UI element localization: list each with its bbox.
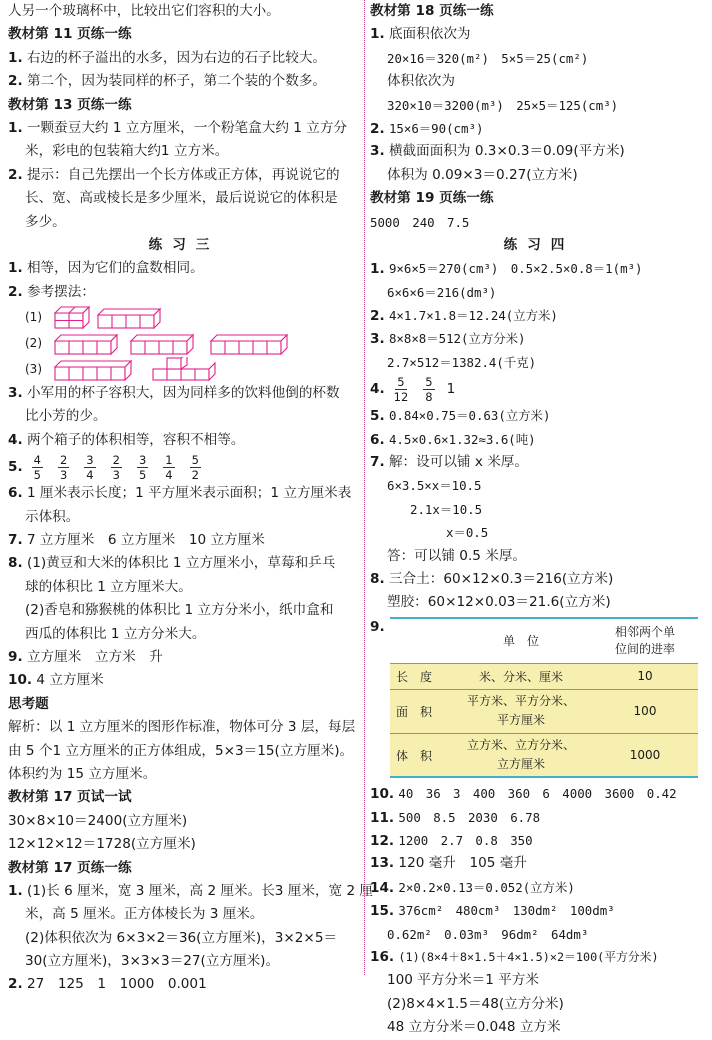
answer-item bbox=[8, 529, 360, 552]
answer-item bbox=[370, 782, 708, 805]
math-line: 5000 240 7.5 bbox=[370, 214, 470, 230]
section-heading: 教材第 17 页练一练 bbox=[8, 859, 132, 876]
answer-text: 提示：自己先摆出一个长方体或正方体，再说说它的 bbox=[26, 166, 340, 183]
item-number: 2. bbox=[8, 976, 23, 993]
answer-text: (2)体积依次为 6×3×2＝36(立方厘米)，3×2×5＝ bbox=[25, 929, 338, 946]
answer-text: (1)黄豆和大米的体积比 1 立方厘米小，草莓和乒乓 bbox=[26, 555, 336, 572]
item-number: 14. bbox=[370, 879, 395, 896]
table-cell-text: 立方厘米 bbox=[496, 757, 545, 772]
fraction-numerator: 2 bbox=[59, 452, 68, 467]
answer-text: 三合土：60×12×0.3＝216(立方米) bbox=[388, 570, 614, 587]
math-line: 20×16＝320(m²) 5×5＝25(cm²) bbox=[387, 50, 589, 66]
item-number: 1. bbox=[8, 119, 23, 136]
answer-item bbox=[370, 852, 708, 875]
answer-item bbox=[8, 281, 360, 304]
fraction-numerator: 5 bbox=[191, 452, 199, 467]
answer-item bbox=[8, 382, 360, 405]
section-heading: 教材第 19 页练一练 bbox=[370, 190, 494, 207]
answer-item bbox=[370, 23, 708, 46]
item-number: 2. bbox=[8, 283, 23, 300]
item-number: 7. bbox=[8, 532, 23, 549]
item-number: 1. bbox=[370, 261, 385, 278]
answer-text: 长、宽、高或棱长是多少厘米，最后说说它的体积是 bbox=[25, 190, 338, 207]
section-heading: 教材第 17 页试一试 bbox=[8, 789, 132, 806]
answer-text: 体积约为 15 立方厘米。 bbox=[8, 765, 157, 782]
table-cell bbox=[450, 733, 592, 777]
item-number: 9. bbox=[370, 618, 385, 635]
section-heading: 教材第 13 页练一练 bbox=[8, 96, 132, 113]
fraction bbox=[58, 453, 69, 482]
item-number: 1. bbox=[8, 882, 23, 899]
fraction-numerator: 3 bbox=[138, 452, 147, 467]
item-number: 1. bbox=[8, 260, 23, 277]
section-heading: 思考题 bbox=[8, 695, 49, 712]
table-header: 单 位 bbox=[450, 618, 592, 664]
text-line: 人另一个玻璃杯中，比较出它们容积的大小。 bbox=[8, 3, 280, 19]
answer-text: 48 立方分米＝0.048 立方米 bbox=[387, 1019, 561, 1036]
answer-item bbox=[370, 899, 708, 922]
item-number: 8. bbox=[370, 570, 385, 587]
math-line: 4×1.7×1.8＝12.24(立方米) bbox=[388, 308, 558, 324]
item-number: 10. bbox=[370, 786, 395, 803]
answer-text: 比小芳的少。 bbox=[25, 408, 107, 425]
item-number: 2. bbox=[370, 120, 385, 137]
item-number: 6. bbox=[8, 485, 23, 502]
answer-text: 答：可以铺 0.5 米厚。 bbox=[387, 547, 527, 564]
fraction-numerator: 5 bbox=[397, 374, 405, 389]
answer-text: 12×12×12＝1728(立方厘米) bbox=[8, 836, 196, 853]
item-number: 2. bbox=[370, 308, 385, 325]
item-number: 3. bbox=[370, 331, 385, 348]
answer-text: 体积为 0.09×3＝0.27(立方米) bbox=[387, 166, 578, 183]
answer-item bbox=[370, 117, 708, 140]
fraction-list bbox=[391, 375, 447, 404]
answer-text: 底面积依次为 bbox=[388, 26, 471, 43]
table-cell-text: 平方厘米 bbox=[496, 713, 545, 728]
answer-item bbox=[8, 973, 360, 996]
answer-text: 1 厘米表示长度；1 平方厘米表示面积；1 立方厘米表 bbox=[26, 485, 352, 502]
fraction-denominator: 2 bbox=[191, 467, 199, 482]
figure-label: (3) bbox=[25, 362, 42, 377]
item-number: 2. bbox=[8, 73, 23, 90]
math-line: 40 36 3 400 360 6 4000 3600 0.42 bbox=[398, 786, 677, 802]
table-header-row bbox=[390, 618, 698, 664]
answer-text: 30(立方厘米)，3×3×3＝27(立方厘米)。 bbox=[25, 953, 280, 970]
math-line: 9×6×5＝270(cm³) 0.5×2.5×0.8＝1(m³) bbox=[388, 261, 643, 277]
answer-text: 参考摆法： bbox=[26, 283, 95, 300]
table-row bbox=[390, 663, 698, 689]
cube-figure-2 bbox=[8, 330, 360, 356]
math-line: 2.1x＝10.5 bbox=[410, 501, 483, 517]
fraction-denominator: 12 bbox=[393, 389, 409, 404]
cube-figure-1 bbox=[8, 304, 360, 330]
unit-table-block bbox=[370, 617, 708, 779]
fraction-denominator: 4 bbox=[86, 467, 94, 482]
item-number: 1. bbox=[370, 26, 385, 43]
right-column bbox=[370, 0, 708, 1040]
answer-text: 一颗蚕豆大约 1 立方厘米，一个粉笔盒大约 1 立方分 bbox=[26, 119, 348, 136]
answer-item bbox=[370, 404, 708, 427]
item-number: 3. bbox=[370, 143, 385, 160]
answer-text: 立方厘米 立方米 升 bbox=[26, 648, 163, 665]
answer-text: 4 立方厘米 bbox=[36, 672, 104, 689]
item-number: 9. bbox=[8, 648, 23, 665]
section-heading: 教材第 11 页练一练 bbox=[8, 26, 132, 43]
fraction bbox=[394, 375, 409, 404]
fraction-denominator: 8 bbox=[425, 389, 433, 404]
answer-item bbox=[8, 482, 360, 505]
answer-text: 第二个，因为装同样的杯子，第二个装的个数多。 bbox=[26, 73, 327, 90]
fraction-numerator: 1 bbox=[165, 452, 173, 467]
fraction-answer-row bbox=[8, 452, 360, 482]
item-number: 3. bbox=[8, 385, 23, 402]
answer-text: (2)香皂和猕猴桃的体积比 1 立方分米小，纸巾盒和 bbox=[25, 602, 334, 619]
item-number: 5. bbox=[370, 408, 385, 425]
item-number: 16. bbox=[370, 949, 395, 965]
math-line: (1)(8×4＋8×1.5＋4×1.5)×2＝100(平方分米) bbox=[398, 950, 659, 964]
math-line: 4.5×0.6×1.32≈3.6(吨) bbox=[388, 431, 536, 447]
answer-text: 1 bbox=[446, 381, 456, 398]
math-line: 2×0.2×0.13＝0.052(立方米) bbox=[398, 879, 575, 895]
table-row bbox=[390, 733, 698, 777]
item-number: 1. bbox=[8, 49, 23, 66]
math-line: 8×8×8＝512(立方分米) bbox=[388, 331, 526, 347]
figure-label: (2) bbox=[25, 336, 42, 351]
answer-item bbox=[8, 70, 360, 93]
fraction-denominator: 5 bbox=[33, 467, 41, 482]
math-line: 2.7×512＝1382.4(千克) bbox=[387, 354, 537, 370]
table-cell: 10 bbox=[592, 663, 698, 689]
item-number: 8. bbox=[8, 555, 23, 572]
fraction-answer-row bbox=[370, 374, 708, 404]
answer-text: 7 立方厘米 6 立方厘米 10 立方厘米 bbox=[26, 532, 265, 549]
fraction bbox=[423, 375, 434, 404]
table-header bbox=[592, 618, 698, 664]
answer-item bbox=[370, 806, 708, 829]
item-number: 15. bbox=[370, 903, 395, 920]
table-cell: 100 bbox=[592, 689, 698, 733]
answer-item bbox=[8, 47, 360, 70]
fraction bbox=[190, 453, 201, 482]
answer-text: 解：设可以铺 x 米厚。 bbox=[388, 454, 528, 471]
answer-item bbox=[8, 164, 360, 187]
answer-text: 100 平方分米＝1 平方米 bbox=[387, 972, 539, 989]
math-line: 0.62m² 0.03m³ 96dm² 64dm³ bbox=[387, 926, 589, 942]
item-number: 13. bbox=[370, 855, 395, 872]
table-header-text: 位间的进率 bbox=[614, 641, 675, 656]
answer-item bbox=[8, 257, 360, 280]
fraction bbox=[111, 453, 122, 482]
table-cell: 1000 bbox=[592, 733, 698, 777]
exercise-title: 练习三 bbox=[148, 236, 220, 253]
table-cell bbox=[450, 689, 592, 733]
math-line: 500 8.5 2030 6.78 bbox=[398, 809, 541, 825]
answer-item bbox=[8, 552, 360, 575]
answer-text: 右边的杯子溢出的水多，因为右边的石子比较大。 bbox=[26, 49, 327, 66]
fraction-denominator: 5 bbox=[138, 467, 147, 482]
answer-text: 米，彩电的包装箱大约1 立方米。 bbox=[25, 143, 229, 160]
answer-text: 示体积。 bbox=[25, 508, 80, 525]
figure-label: (1) bbox=[25, 310, 42, 325]
table-cell-text: 立方米、立方分米、 bbox=[466, 738, 575, 753]
answer-item bbox=[8, 117, 360, 140]
answer-text: 相等，因为它们的盒数相同。 bbox=[26, 260, 204, 277]
table-cell: 长度 bbox=[390, 663, 450, 689]
fraction bbox=[137, 453, 148, 482]
answer-text: 米，高 5 厘米。正方体棱长为 3 厘米。 bbox=[25, 906, 264, 923]
math-line: 1200 2.7 0.8 350 bbox=[398, 833, 533, 849]
table-row bbox=[390, 689, 698, 733]
answer-item bbox=[370, 876, 708, 899]
cube-row-figure bbox=[53, 357, 253, 381]
math-line: 376cm² 480cm³ 130dm² 100dm³ bbox=[398, 903, 615, 919]
answer-text: 体积依次为 bbox=[387, 73, 455, 90]
table-cell-text: 平方米、平方分米、 bbox=[466, 694, 575, 709]
answer-item bbox=[8, 646, 360, 669]
item-number: 11. bbox=[370, 809, 395, 826]
unit-table bbox=[390, 617, 698, 779]
fraction-list bbox=[29, 453, 213, 482]
exercise-title: 练习四 bbox=[503, 236, 575, 253]
answer-text: 横截面面积为 0.3×0.3＝0.09(平方米) bbox=[388, 143, 625, 160]
answer-item bbox=[370, 451, 708, 474]
math-line: 0.84×0.75＝0.63(立方米) bbox=[388, 408, 551, 424]
fraction bbox=[32, 453, 43, 482]
answer-text: 西瓜的体积比 1 立方分米大。 bbox=[25, 625, 206, 642]
cube-row-figure bbox=[53, 331, 353, 355]
table-cell: 体积 bbox=[390, 733, 450, 777]
answer-text: 27 125 1 1000 0.001 bbox=[26, 976, 207, 993]
fraction bbox=[163, 453, 174, 482]
math-line: 320×10＝3200(m³) 25×5＝125(cm³) bbox=[387, 97, 619, 113]
fraction-numerator: 2 bbox=[112, 452, 120, 467]
item-number: 4. bbox=[8, 431, 23, 448]
answer-text: 小军用的杯子容积大，因为同样多的饮料他倒的杯数 bbox=[26, 385, 340, 402]
answer-item bbox=[8, 669, 360, 692]
answer-item bbox=[370, 428, 708, 451]
item-number: 2. bbox=[8, 166, 23, 183]
fraction-numerator: 3 bbox=[86, 452, 94, 467]
fraction-denominator: 3 bbox=[59, 467, 68, 482]
item-number: 6. bbox=[370, 431, 385, 448]
math-line: 6×6×6＝216(dm³) bbox=[387, 284, 497, 300]
answer-item bbox=[370, 568, 708, 591]
answer-text: 球的体积比 1 立方厘米大。 bbox=[25, 578, 192, 595]
item-number: 5. bbox=[8, 459, 23, 476]
answer-text: 解析：以 1 立方厘米的图形作标准，物体可分 3 层，每层 bbox=[8, 719, 356, 736]
left-column bbox=[8, 0, 374, 997]
math-line: 15×6＝90(cm³) bbox=[388, 120, 484, 136]
answer-item bbox=[8, 429, 360, 452]
answer-text: 由 5 个1 立方厘米的正方体组成，5×3＝15(立方厘米)。 bbox=[8, 742, 354, 759]
item-number: 4. bbox=[370, 381, 385, 398]
answer-item bbox=[370, 946, 708, 969]
answer-text: 塑胶：60×12×0.03＝21.6(立方米) bbox=[387, 594, 611, 611]
answer-text: 多少。 bbox=[25, 213, 66, 230]
answer-item bbox=[8, 880, 374, 903]
fraction-denominator: 4 bbox=[165, 467, 173, 482]
section-heading: 教材第 18 页练一练 bbox=[370, 3, 494, 19]
column-divider bbox=[364, 0, 365, 975]
answer-item bbox=[370, 140, 708, 163]
table-cell: 面积 bbox=[390, 689, 450, 733]
table-cell: 米、分米、厘米 bbox=[450, 663, 592, 689]
math-line: 6×3.5×x＝10.5 bbox=[387, 478, 482, 494]
table-header-text: 相邻两个单 bbox=[614, 624, 675, 639]
item-number: 7. bbox=[370, 454, 385, 471]
answer-item bbox=[370, 304, 708, 327]
answer-text: 两个箱子的体积相等，容积不相等。 bbox=[26, 431, 245, 448]
fraction-numerator: 5 bbox=[425, 374, 433, 389]
cube-stack-figure bbox=[53, 305, 163, 329]
answer-text: 30×8×10＝2400(立方厘米) bbox=[8, 812, 188, 829]
answer-text: (1)长 6 厘米，宽 3 厘米，高 2 厘米。长3 厘米，宽 2 厘 bbox=[26, 882, 374, 899]
answer-text: 120 毫升 105 毫升 bbox=[398, 855, 527, 872]
answer-item bbox=[370, 257, 708, 280]
cube-figure-3 bbox=[8, 356, 360, 382]
fraction-denominator: 3 bbox=[112, 467, 120, 482]
answer-text: (2)8×4×1.5＝48(立方分米) bbox=[387, 995, 564, 1012]
item-number: 10. bbox=[8, 672, 33, 689]
fraction-numerator: 4 bbox=[33, 452, 41, 467]
answer-item bbox=[370, 327, 708, 350]
item-number: 12. bbox=[370, 833, 395, 850]
fraction bbox=[84, 453, 95, 482]
math-line: x＝0.5 bbox=[446, 525, 489, 541]
answer-item bbox=[370, 829, 708, 852]
